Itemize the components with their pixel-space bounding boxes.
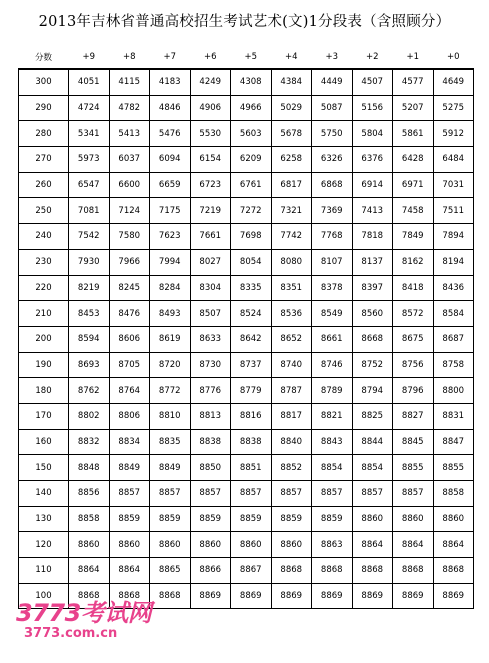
- cumulative-count-cell: 8107: [312, 249, 353, 275]
- cumulative-count-cell: 8869: [231, 583, 272, 609]
- cumulative-count-cell: 8852: [271, 455, 312, 481]
- cumulative-count-cell: 4507: [352, 69, 393, 95]
- cumulative-count-cell: 8756: [393, 352, 434, 378]
- cumulative-count-cell: 8806: [109, 403, 150, 429]
- cumulative-count-cell: 6154: [190, 147, 231, 173]
- cumulative-count-cell: 8860: [150, 532, 191, 558]
- cumulative-count-cell: 8857: [150, 481, 191, 507]
- cumulative-count-cell: 8740: [271, 352, 312, 378]
- cumulative-count-cell: 5912: [433, 121, 474, 147]
- cumulative-count-cell: 8776: [190, 378, 231, 404]
- cumulative-count-cell: 6547: [69, 172, 110, 198]
- cumulative-count-cell: 8418: [393, 275, 434, 301]
- cumulative-count-cell: 8857: [393, 481, 434, 507]
- cumulative-count-cell: 8832: [69, 429, 110, 455]
- cumulative-count-cell: 8863: [312, 532, 353, 558]
- cumulative-count-cell: 8245: [109, 275, 150, 301]
- score-cell: 250: [19, 198, 69, 224]
- score-cell: 260: [19, 172, 69, 198]
- cumulative-count-cell: 6258: [271, 147, 312, 173]
- cumulative-count-cell: 4051: [69, 69, 110, 95]
- cumulative-count-cell: 8864: [352, 532, 393, 558]
- cumulative-count-cell: 7580: [109, 224, 150, 250]
- score-cell: 110: [19, 558, 69, 584]
- cumulative-count-cell: 5341: [69, 121, 110, 147]
- score-cell: 270: [19, 147, 69, 173]
- cumulative-count-cell: 8668: [352, 326, 393, 352]
- cumulative-count-cell: 6817: [271, 172, 312, 198]
- table-row: [19, 403, 474, 429]
- cumulative-count-cell: 7413: [352, 198, 393, 224]
- table-row: [19, 275, 474, 301]
- cumulative-count-cell: 8746: [312, 352, 353, 378]
- cumulative-count-cell: 8304: [190, 275, 231, 301]
- cumulative-count-cell: 8867: [231, 558, 272, 584]
- cumulative-count-cell: 8858: [433, 481, 474, 507]
- cumulative-count-cell: 8859: [150, 506, 191, 532]
- cumulative-count-cell: 8507: [190, 301, 231, 327]
- cumulative-count-cell: 4966: [231, 95, 272, 121]
- cumulative-count-cell: 8860: [433, 506, 474, 532]
- cumulative-count-cell: 8834: [109, 429, 150, 455]
- cumulative-count-cell: 7031: [433, 172, 474, 198]
- cumulative-count-cell: 8868: [69, 583, 110, 609]
- table-row: [19, 532, 474, 558]
- score-cell: 240: [19, 224, 69, 250]
- cumulative-count-cell: 8737: [231, 352, 272, 378]
- cumulative-count-cell: 5413: [109, 121, 150, 147]
- cumulative-count-cell: 8802: [69, 403, 110, 429]
- cumulative-count-cell: 8284: [150, 275, 191, 301]
- cumulative-count-cell: 8772: [150, 378, 191, 404]
- column-header-offset: +5: [244, 52, 258, 62]
- cumulative-count-cell: 8816: [231, 403, 272, 429]
- cumulative-count-cell: 8549: [312, 301, 353, 327]
- score-cell: 280: [19, 121, 69, 147]
- cumulative-count-cell: 7219: [190, 198, 231, 224]
- cumulative-count-cell: 5029: [271, 95, 312, 121]
- table-row: [19, 326, 474, 352]
- site-logo[interactable]: [16, 593, 166, 653]
- cumulative-count-cell: 6914: [352, 172, 393, 198]
- cumulative-count-cell: 8855: [393, 455, 434, 481]
- cumulative-count-cell: 6037: [109, 147, 150, 173]
- cumulative-count-cell: 4724: [69, 95, 110, 121]
- score-cell: 170: [19, 403, 69, 429]
- cumulative-count-cell: 8860: [69, 532, 110, 558]
- cumulative-count-cell: 8857: [352, 481, 393, 507]
- cumulative-count-cell: 8378: [312, 275, 353, 301]
- score-cell: 120: [19, 532, 69, 558]
- cumulative-count-cell: 8687: [433, 326, 474, 352]
- cumulative-count-cell: 8436: [433, 275, 474, 301]
- cumulative-count-cell: 8054: [231, 249, 272, 275]
- cumulative-count-cell: 8652: [271, 326, 312, 352]
- cumulative-count-cell: 6484: [433, 147, 474, 173]
- cumulative-count-cell: 8864: [393, 532, 434, 558]
- cumulative-count-cell: 4308: [231, 69, 272, 95]
- cumulative-count-cell: 8860: [109, 532, 150, 558]
- cumulative-count-cell: 8860: [271, 532, 312, 558]
- cumulative-count-cell: 8642: [231, 326, 272, 352]
- score-cell: 230: [19, 249, 69, 275]
- cumulative-count-cell: 7369: [312, 198, 353, 224]
- cumulative-count-cell: 8594: [69, 326, 110, 352]
- cumulative-count-cell: 8859: [271, 506, 312, 532]
- cumulative-count-cell: 8857: [231, 481, 272, 507]
- cumulative-count-cell: 7994: [150, 249, 191, 275]
- logo-url-text: 3773.com.cn: [24, 626, 118, 641]
- column-header-offset: +1: [406, 52, 420, 62]
- cumulative-count-cell: 8868: [109, 583, 150, 609]
- cumulative-count-cell: 8843: [312, 429, 353, 455]
- cumulative-count-cell: 7930: [69, 249, 110, 275]
- cumulative-count-cell: 7768: [312, 224, 353, 250]
- column-header-offset: +6: [203, 52, 217, 62]
- cumulative-count-cell: 8560: [352, 301, 393, 327]
- cumulative-count-cell: 5678: [271, 121, 312, 147]
- cumulative-count-cell: 8661: [312, 326, 353, 352]
- cumulative-count-cell: 7818: [352, 224, 393, 250]
- column-header-score: 分数: [34, 53, 52, 63]
- cumulative-count-cell: 8693: [69, 352, 110, 378]
- cumulative-count-cell: 8493: [150, 301, 191, 327]
- cumulative-count-cell: 6723: [190, 172, 231, 198]
- cumulative-count-cell: 7742: [271, 224, 312, 250]
- logo-main-text: 3773考试网: [16, 599, 152, 627]
- cumulative-count-cell: 8817: [271, 403, 312, 429]
- cumulative-count-cell: 8821: [312, 403, 353, 429]
- cumulative-count-cell: 5861: [393, 121, 434, 147]
- table-row: [19, 506, 474, 532]
- cumulative-count-cell: 8847: [433, 429, 474, 455]
- cumulative-count-cell: 8194: [433, 249, 474, 275]
- cumulative-count-cell: 8866: [190, 558, 231, 584]
- cumulative-count-cell: 8758: [433, 352, 474, 378]
- cumulative-count-cell: 8869: [190, 583, 231, 609]
- column-header-offset: +8: [122, 52, 136, 62]
- table-row: [19, 558, 474, 584]
- cumulative-count-cell: 8851: [231, 455, 272, 481]
- score-cell: 140: [19, 481, 69, 507]
- cumulative-count-cell: 8868: [352, 558, 393, 584]
- cumulative-count-cell: 4183: [150, 69, 191, 95]
- cumulative-count-cell: 8864: [109, 558, 150, 584]
- cumulative-count-cell: 8779: [231, 378, 272, 404]
- cumulative-count-cell: 8848: [69, 455, 110, 481]
- cumulative-count-cell: 6094: [150, 147, 191, 173]
- cumulative-count-cell: 8869: [393, 583, 434, 609]
- column-header-offset: +7: [163, 52, 177, 62]
- cumulative-count-cell: 8827: [393, 403, 434, 429]
- cumulative-count-cell: 8137: [352, 249, 393, 275]
- cumulative-count-cell: 8869: [352, 583, 393, 609]
- score-cell: 220: [19, 275, 69, 301]
- column-header-offset: +9: [82, 52, 96, 62]
- table-row: [19, 172, 474, 198]
- cumulative-count-cell: 8027: [190, 249, 231, 275]
- cumulative-count-cell: 5087: [312, 95, 353, 121]
- cumulative-count-cell: 8219: [69, 275, 110, 301]
- cumulative-count-cell: 5476: [150, 121, 191, 147]
- cumulative-count-cell: 6209: [231, 147, 272, 173]
- cumulative-count-cell: 8720: [150, 352, 191, 378]
- cumulative-count-cell: 7698: [231, 224, 272, 250]
- cumulative-count-cell: 8849: [109, 455, 150, 481]
- cumulative-count-cell: 8835: [150, 429, 191, 455]
- cumulative-count-cell: 4782: [109, 95, 150, 121]
- cumulative-count-cell: 8859: [109, 506, 150, 532]
- cumulative-count-cell: 8844: [352, 429, 393, 455]
- cumulative-count-cell: 8864: [433, 532, 474, 558]
- table-row: [19, 147, 474, 173]
- table-row: [19, 455, 474, 481]
- cumulative-count-cell: 8789: [312, 378, 353, 404]
- cumulative-count-cell: 4649: [433, 69, 474, 95]
- cumulative-count-cell: 8705: [109, 352, 150, 378]
- score-cell: 210: [19, 301, 69, 327]
- cumulative-count-cell: 5750: [312, 121, 353, 147]
- cumulative-count-cell: 7542: [69, 224, 110, 250]
- cumulative-count-cell: 8825: [352, 403, 393, 429]
- table-row: [19, 429, 474, 455]
- cumulative-count-cell: 8859: [231, 506, 272, 532]
- cumulative-count-cell: 8869: [312, 583, 353, 609]
- cumulative-count-cell: 6376: [352, 147, 393, 173]
- cumulative-count-cell: 8762: [69, 378, 110, 404]
- cumulative-count-cell: 7966: [109, 249, 150, 275]
- cumulative-count-cell: 8864: [69, 558, 110, 584]
- cumulative-count-cell: 8859: [190, 506, 231, 532]
- cumulative-count-cell: 4115: [109, 69, 150, 95]
- cumulative-count-cell: 8858: [69, 506, 110, 532]
- cumulative-count-cell: 7124: [109, 198, 150, 224]
- column-header-offset: +0: [446, 52, 460, 62]
- cumulative-count-cell: 8860: [231, 532, 272, 558]
- cumulative-count-cell: 6326: [312, 147, 353, 173]
- cumulative-count-cell: 5207: [393, 95, 434, 121]
- cumulative-count-cell: 7661: [190, 224, 231, 250]
- cumulative-count-cell: 7175: [150, 198, 191, 224]
- cumulative-count-cell: 7849: [393, 224, 434, 250]
- cumulative-count-cell: 8794: [352, 378, 393, 404]
- cumulative-count-cell: 8857: [271, 481, 312, 507]
- cumulative-count-cell: 8849: [150, 455, 191, 481]
- cumulative-count-cell: 8869: [271, 583, 312, 609]
- cumulative-count-cell: 8840: [271, 429, 312, 455]
- cumulative-count-cell: 8856: [69, 481, 110, 507]
- cumulative-count-cell: 8855: [433, 455, 474, 481]
- cumulative-count-cell: 4846: [150, 95, 191, 121]
- cumulative-count-cell: 7511: [433, 198, 474, 224]
- cumulative-count-cell: 8572: [393, 301, 434, 327]
- column-header-offset: +4: [284, 52, 298, 62]
- score-cell: 130: [19, 506, 69, 532]
- score-cell: 160: [19, 429, 69, 455]
- score-cell: 290: [19, 95, 69, 121]
- cumulative-count-cell: 8859: [312, 506, 353, 532]
- cumulative-count-cell: 8857: [190, 481, 231, 507]
- cumulative-count-cell: 8351: [271, 275, 312, 301]
- cumulative-count-cell: 6971: [393, 172, 434, 198]
- cumulative-count-cell: 8397: [352, 275, 393, 301]
- cumulative-count-cell: 6659: [150, 172, 191, 198]
- cumulative-count-cell: 8860: [393, 506, 434, 532]
- cumulative-count-cell: 8854: [352, 455, 393, 481]
- cumulative-count-cell: 8796: [393, 378, 434, 404]
- column-header-offset: +3: [325, 52, 339, 62]
- cumulative-count-cell: 7081: [69, 198, 110, 224]
- cumulative-count-cell: 4906: [190, 95, 231, 121]
- cumulative-count-cell: 8865: [150, 558, 191, 584]
- cumulative-count-cell: 8606: [109, 326, 150, 352]
- cumulative-count-cell: 5530: [190, 121, 231, 147]
- cumulative-count-cell: 4577: [393, 69, 434, 95]
- cumulative-count-cell: 8810: [150, 403, 191, 429]
- cumulative-count-cell: 8857: [312, 481, 353, 507]
- cumulative-count-cell: 5603: [231, 121, 272, 147]
- cumulative-count-cell: 8800: [433, 378, 474, 404]
- score-cell: 200: [19, 326, 69, 352]
- cumulative-count-cell: 5804: [352, 121, 393, 147]
- cumulative-count-cell: 7623: [150, 224, 191, 250]
- cumulative-count-cell: 8860: [190, 532, 231, 558]
- cumulative-count-cell: 8524: [231, 301, 272, 327]
- cumulative-count-cell: 8854: [312, 455, 353, 481]
- cumulative-count-cell: 8813: [190, 403, 231, 429]
- score-cell: 190: [19, 352, 69, 378]
- cumulative-count-cell: 8730: [190, 352, 231, 378]
- cumulative-count-cell: 8619: [150, 326, 191, 352]
- table-row: [19, 224, 474, 250]
- cumulative-count-cell: 8752: [352, 352, 393, 378]
- cumulative-count-cell: 8831: [433, 403, 474, 429]
- cumulative-count-cell: 8080: [271, 249, 312, 275]
- cumulative-count-cell: 8162: [393, 249, 434, 275]
- cumulative-count-cell: 7894: [433, 224, 474, 250]
- cumulative-count-cell: 8868: [150, 583, 191, 609]
- cumulative-count-cell: 8633: [190, 326, 231, 352]
- table-body: [19, 69, 474, 609]
- cumulative-count-cell: 8675: [393, 326, 434, 352]
- score-cell: 300: [19, 69, 69, 95]
- cumulative-count-cell: 5973: [69, 147, 110, 173]
- cumulative-count-cell: 8857: [109, 481, 150, 507]
- cumulative-count-cell: 8868: [433, 558, 474, 584]
- score-cell: 150: [19, 455, 69, 481]
- cumulative-count-cell: 4384: [271, 69, 312, 95]
- cumulative-count-cell: 8845: [393, 429, 434, 455]
- cumulative-count-cell: 7272: [231, 198, 272, 224]
- cumulative-count-cell: 8476: [109, 301, 150, 327]
- cumulative-count-cell: 8584: [433, 301, 474, 327]
- cumulative-count-cell: 8764: [109, 378, 150, 404]
- cumulative-count-cell: 8869: [433, 583, 474, 609]
- cumulative-count-cell: 8838: [231, 429, 272, 455]
- table-row: [19, 352, 474, 378]
- cumulative-count-cell: 8868: [312, 558, 353, 584]
- table-row: [19, 378, 474, 404]
- cumulative-count-cell: 4249: [190, 69, 231, 95]
- cumulative-count-cell: 6428: [393, 147, 434, 173]
- cumulative-count-cell: 8868: [271, 558, 312, 584]
- table-row: [19, 95, 474, 121]
- page-title: 2013年吉林省普通高校招生考试艺术(文)1分段表（含照顾分）: [38, 14, 451, 30]
- cumulative-count-cell: 7458: [393, 198, 434, 224]
- table-row: [19, 481, 474, 507]
- table-row: [19, 301, 474, 327]
- table-row: [19, 121, 474, 147]
- column-header-offset: +2: [365, 52, 379, 62]
- cumulative-count-cell: 8838: [190, 429, 231, 455]
- cumulative-count-cell: 5156: [352, 95, 393, 121]
- cumulative-count-cell: 8453: [69, 301, 110, 327]
- cumulative-count-cell: 8335: [231, 275, 272, 301]
- cumulative-count-cell: 8868: [393, 558, 434, 584]
- cumulative-count-cell: 8536: [271, 301, 312, 327]
- table-header-row: [19, 46, 474, 69]
- score-cell: 100: [19, 583, 69, 609]
- cumulative-count-cell: 6868: [312, 172, 353, 198]
- cumulative-count-cell: 4449: [312, 69, 353, 95]
- cumulative-count-cell: 7321: [271, 198, 312, 224]
- cumulative-count-cell: 6761: [231, 172, 272, 198]
- cumulative-count-cell: 6600: [109, 172, 150, 198]
- score-cell: 180: [19, 378, 69, 404]
- table-row: [19, 249, 474, 275]
- table-row: [19, 69, 474, 95]
- score-distribution-table: [18, 46, 474, 609]
- cumulative-count-cell: 8787: [271, 378, 312, 404]
- table-row: [19, 198, 474, 224]
- cumulative-count-cell: 8850: [190, 455, 231, 481]
- cumulative-count-cell: 8860: [352, 506, 393, 532]
- cumulative-count-cell: 5275: [433, 95, 474, 121]
